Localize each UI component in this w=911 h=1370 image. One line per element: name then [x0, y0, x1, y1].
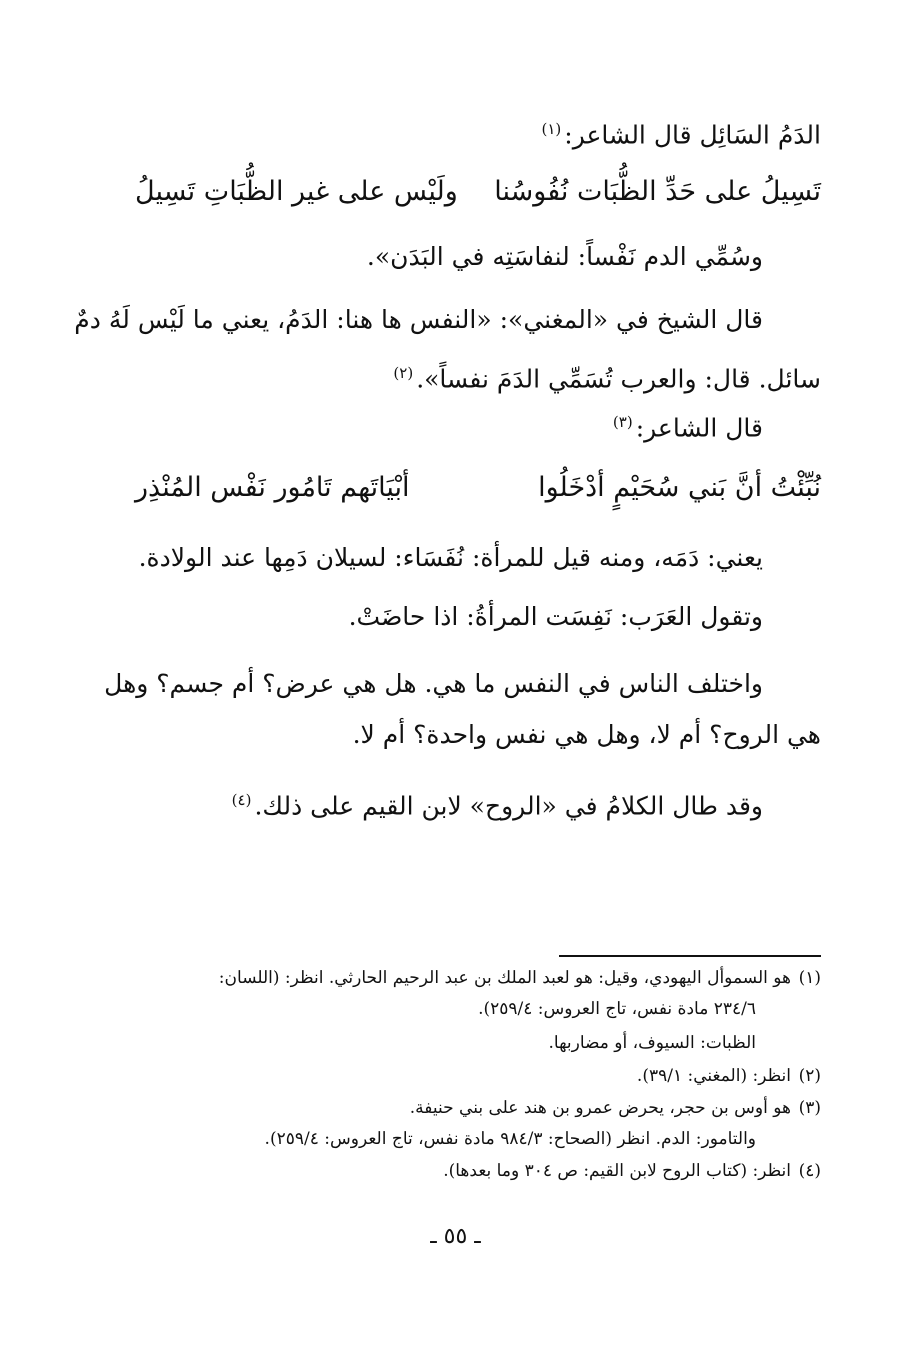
body-line-6: [139, 541, 763, 575]
verse-2: [135, 468, 821, 508]
footnote-text: هو السموأل اليهودي، وقيل: هو لعبد الملك بن عبد الرحيم الحارثي. انظر: (اللسان:: [218, 968, 791, 988]
footnote-4: [135, 1158, 821, 1184]
body-text: يعني: دَمَه، ومنه قيل للمرأة: نُفَسَاء: لسيلان دَمِها عند الولادة.: [138, 543, 763, 572]
body-line-3: [74, 303, 763, 337]
footnote-2: [135, 1063, 821, 1089]
body-text: الدَمُ السَائِل قال الشاعر:: [564, 120, 821, 150]
footnote-text: ٢٣٤/٦ مادة نفس، تاج العروس: ٢٥٩/٤).: [478, 999, 756, 1019]
body-text: وقد طال الكلامُ في «الروح» لابن القيم على ذلك.: [254, 791, 763, 821]
footnote-3-continuation-1: [135, 1126, 756, 1152]
body-line-9: [353, 718, 821, 752]
body-text: سائل. قال: والعرب تُسَمِّي الدَمَ نفساً».: [416, 364, 821, 394]
verse-2-first-hemistich: نُبِّئْتُ أنَّ بَني سُحَيْمٍ أدْخَلُوا: [538, 472, 821, 503]
footnote-divider: [559, 955, 821, 957]
footnote-text: الظبات: السيوف، أو مضاربها.: [548, 1033, 756, 1053]
page-number: ـ ٥٥ ـ: [430, 1224, 481, 1249]
footnote-number: (٤): [798, 1161, 821, 1181]
body-line-8: [104, 667, 763, 701]
footnote-number: (٢): [798, 1066, 821, 1086]
verse-1: [135, 172, 821, 212]
verse-2-second-hemistich: أبْيَاتَهم تَامُور نَفْس المُنْذِر: [135, 472, 410, 503]
footnote-1-continuation-1: [135, 996, 756, 1022]
footnote-1-continuation-2: [135, 1030, 756, 1056]
footnote-ref-1: (١): [541, 120, 562, 138]
footnote-text: انظر: (المغني: ٣٩/١).: [636, 1066, 791, 1086]
body-line-10: [232, 783, 763, 823]
footnote-number: (١): [798, 968, 821, 988]
body-text: وتقول العَرَب: نَفِسَت المرأةُ: اذا حاضَتْ.: [348, 602, 763, 631]
footnote-1: [135, 965, 821, 991]
verse-1-second-hemistich: ولَيْس على غير الظُّبَاتِ تَسِيلُ: [135, 176, 458, 207]
body-line-4: [393, 356, 821, 396]
footnote-ref-4: (٤): [231, 791, 252, 809]
body-text: قال الشاعر:: [635, 413, 763, 443]
footnote-text: والتامور: الدم. انظر (الصحاح: ٩٨٤/٣ مادة نفس، تاج العروس: ٢٥٩/٤).: [264, 1129, 756, 1149]
footnote-text: انظر: (كتاب الروح لابن القيم: ص ٣٠٤ وما بعدها).: [443, 1161, 791, 1181]
body-line-1: [541, 112, 821, 152]
verse-1-first-hemistich: تَسِيلُ على حَدِّ الظُّبَات نُفُوسُنا: [494, 176, 821, 207]
body-text: هي الروح؟ أم لا، وهل هي نفس واحدة؟ أم لا.: [352, 720, 821, 749]
body-line-5: [613, 405, 763, 445]
body-line-2: [367, 240, 763, 274]
body-text: وسُمِّي الدم نَفْساً: لنفاسَتِه في البَدَن».: [366, 242, 763, 271]
footnote-text: هو أوس بن حجر، يحرض عمرو بن هند على بني حنيفة.: [409, 1098, 791, 1118]
footnote-ref-3: (٣): [612, 413, 633, 431]
footnote-number: (٣): [798, 1098, 821, 1118]
body-text: واختلف الناس في النفس ما هي. هل هي عرض؟ أم جسم؟ وهل: [104, 669, 763, 698]
footnote-ref-2: (٢): [393, 364, 414, 382]
body-line-7: [349, 600, 763, 634]
footnote-3: [135, 1095, 821, 1121]
body-text: قال الشيخ في «المغني»: «النفس ها هنا: الدَمُ، يعني ما لَيْس لَهُ دمٌ: [74, 305, 763, 334]
